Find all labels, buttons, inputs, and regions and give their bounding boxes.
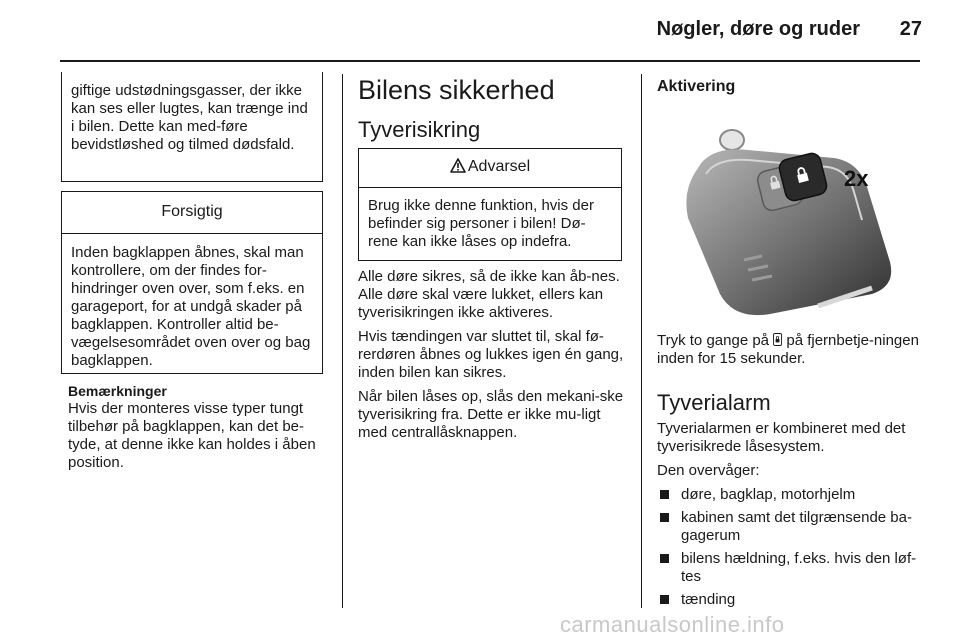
theft-lock-text	[358, 268, 624, 448]
caution-text: Inden bagklappen åbnes, skal man kontrollere, om der findes for-hindringer oven over, som f.eks. en garageport, for at undgå skader på bagklappen. Kontroller altid be-vægelsesområdet oven over og bag bagklappen.	[71, 244, 311, 369]
list-item: tænding	[657, 591, 921, 609]
page-number: 27	[899, 18, 922, 40]
alarm-heading: Tyverialarm	[657, 390, 771, 415]
notes-heading: Bemærkninger	[68, 383, 167, 399]
section-heading: Bilens sikkerhed	[358, 75, 555, 105]
bullet-icon	[660, 490, 669, 499]
alarm-section	[657, 420, 921, 614]
alarm-intro: Tyverialarmen er kombineret med det tyverisikrede låsesystem.	[657, 420, 906, 455]
chapter-title: Nøgler, døre og ruder	[656, 18, 860, 40]
list-item: kabinen samt det tilgrænsende ba-gagerum	[657, 509, 921, 545]
bullet-icon	[660, 513, 669, 522]
bullet-icon	[660, 554, 669, 563]
paragraph: Hvis tændingen var sluttet til, skal fø-rerdøren åbnes og lukkes igen én gang, inden bilen kan sikres.	[358, 328, 624, 381]
paragraph: Når bilen låses op, slås den mekani-ske tyverisikring fra. Dette er ikke mu-ligt med centrallåsknappen.	[358, 388, 624, 441]
caution-box	[61, 191, 323, 374]
warning-box	[358, 148, 622, 261]
watermark: carmanualsonline.info	[560, 612, 785, 637]
list-item: bilens hældning, f.eks. hvis den løf-tes	[657, 550, 921, 586]
monitors-label: Den overvåger:	[657, 462, 760, 479]
lock-button-icon	[773, 332, 786, 349]
warning-box-continued	[61, 72, 323, 182]
caution-title: Forsigtig	[62, 192, 322, 234]
column-divider-2	[641, 74, 642, 608]
header-divider	[60, 60, 920, 62]
warning-text: Brug ikke denne funktion, hvis der befinder sig personer i bilen! Dø-rene kan ikke låses op indefra.	[368, 197, 594, 250]
repeat-count-label: 2x	[844, 166, 869, 191]
bullet-icon	[660, 595, 669, 604]
column-divider-1	[342, 74, 343, 608]
activation-heading: Aktivering	[657, 78, 736, 95]
list-item: døre, bagklap, motorhjelm	[657, 486, 921, 504]
press-text-after: på fjernbetje-ningen inden for 15 sekunder.	[657, 332, 919, 367]
subsection-heading: Tyverisikring	[358, 117, 481, 142]
warning-triangle-icon	[450, 158, 466, 178]
key-fob-illustration	[658, 110, 920, 316]
warning-continued-text: giftige udstødningsgasser, der ikke kan ses eller lugtes, kan trænge ind i bilen. Dette kan med-føre bevidstløshed og tilmed dødsfald.	[71, 82, 308, 153]
press-instruction	[657, 332, 919, 368]
monitored-list	[657, 486, 921, 609]
notes-section	[68, 382, 326, 472]
press-text-before: Tryk to gange på	[657, 332, 770, 349]
warning-header	[359, 149, 621, 188]
notes-text: Hvis der monteres visse typer tungt tilbehør på bagklappen, kan det be-tyde, at denne ikke kan holdes i åben position.	[68, 400, 316, 471]
warning-title: Advarsel	[467, 158, 531, 175]
paragraph: Alle døre sikres, så de ikke kan åb-nes. Alle døre skal være lukket, ellers kan tyverisikringen ikke aktiveres.	[358, 268, 620, 321]
